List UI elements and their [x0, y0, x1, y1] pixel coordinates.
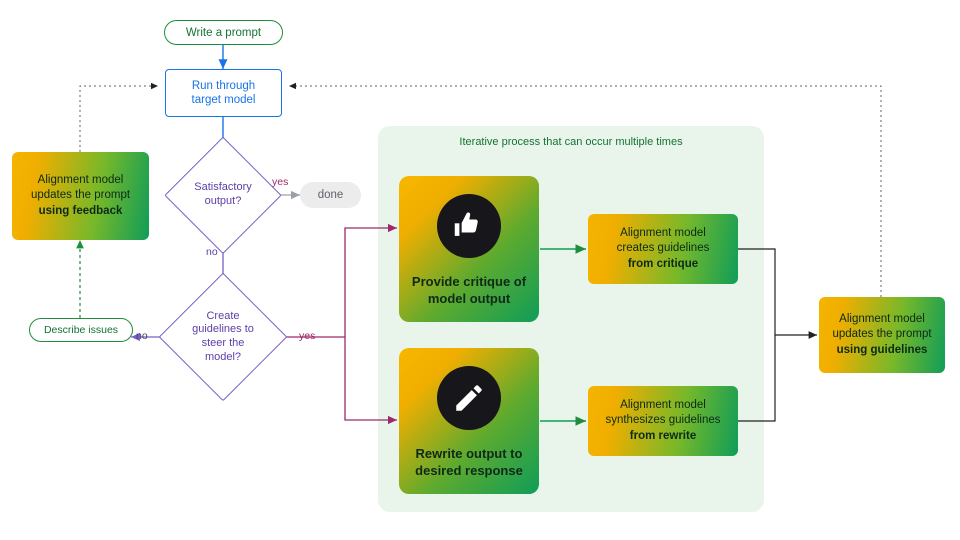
node-synthesizes-line1: Alignment model [620, 398, 706, 411]
node-provide-critique[interactable] [399, 176, 539, 322]
node-creates-guidelines-line1: Alignment model [620, 226, 706, 239]
node-alignment-updates-prompt-guidelines[interactable] [819, 297, 945, 373]
decision-create-guidelines-line3: steer the [201, 337, 245, 349]
decision-create-guidelines-label [160, 274, 286, 400]
node-run-through-target-model[interactable] [165, 69, 282, 117]
node-creates-guidelines-line3: from critique [627, 257, 699, 270]
node-creates-guidelines-line2: creates guidelines [616, 242, 710, 255]
node-run-through-line2: target model [191, 94, 256, 106]
node-write-a-prompt-label: Write a prompt [185, 26, 262, 39]
node-updates-guidelines-line3: using guidelines [836, 343, 928, 356]
node-updates-guidelines-line2: updates the prompt [832, 328, 932, 341]
node-describe-issues[interactable] [29, 318, 133, 342]
decision-satisfactory-line1: Satisfactory [194, 181, 252, 194]
node-done[interactable] [300, 182, 361, 208]
node-rewrite-output[interactable] [399, 348, 539, 494]
iterative-process-title: Iterative process that can occur multiple times [459, 136, 683, 148]
node-rewrite-line2: desired response [415, 463, 523, 479]
decision-satisfactory-label [166, 138, 280, 252]
edge-label-no-guidelines: no [136, 330, 148, 342]
node-run-through-line1: Run through [191, 79, 256, 92]
node-done-label: done [317, 189, 344, 201]
decision-create-guidelines-line2: guidelines to [192, 323, 254, 336]
node-alignment-synthesizes-guidelines[interactable] [588, 386, 738, 456]
node-describe-issues-label: Describe issues [43, 324, 119, 336]
edge-label-yes-satisfactory: yes [272, 176, 289, 188]
node-synthesizes-line3: from rewrite [629, 429, 697, 442]
thumbs-up-down-icon [437, 194, 501, 258]
edge-label-no-satisfactory: no [206, 246, 218, 258]
edge-label-yes-guidelines: yes [299, 330, 316, 342]
node-updates-guidelines-line1: Alignment model [839, 312, 925, 325]
node-alignment-updates-prompt-feedback[interactable] [12, 152, 149, 240]
node-critique-line2: model output [427, 291, 511, 307]
decision-create-guidelines-line1: Create [206, 309, 240, 322]
node-rewrite-line1: Rewrite output to [415, 446, 523, 462]
node-updates-feedback-line3: using feedback [38, 204, 123, 217]
pencil-icon [437, 366, 501, 430]
node-updates-feedback-line2: updates the prompt [30, 189, 131, 202]
decision-create-guidelines-line4: model? [204, 350, 242, 363]
decision-satisfactory-output[interactable] [166, 138, 280, 252]
node-critique-line1: Provide critique of [411, 274, 527, 290]
node-alignment-creates-guidelines[interactable] [588, 214, 738, 284]
node-synthesizes-line2: synthesizes guidelines [605, 414, 721, 427]
node-updates-feedback-line1: Alignment model [37, 173, 124, 186]
decision-satisfactory-line2: output? [204, 195, 242, 207]
decision-create-guidelines[interactable] [160, 274, 286, 400]
node-write-a-prompt[interactable] [164, 20, 283, 45]
